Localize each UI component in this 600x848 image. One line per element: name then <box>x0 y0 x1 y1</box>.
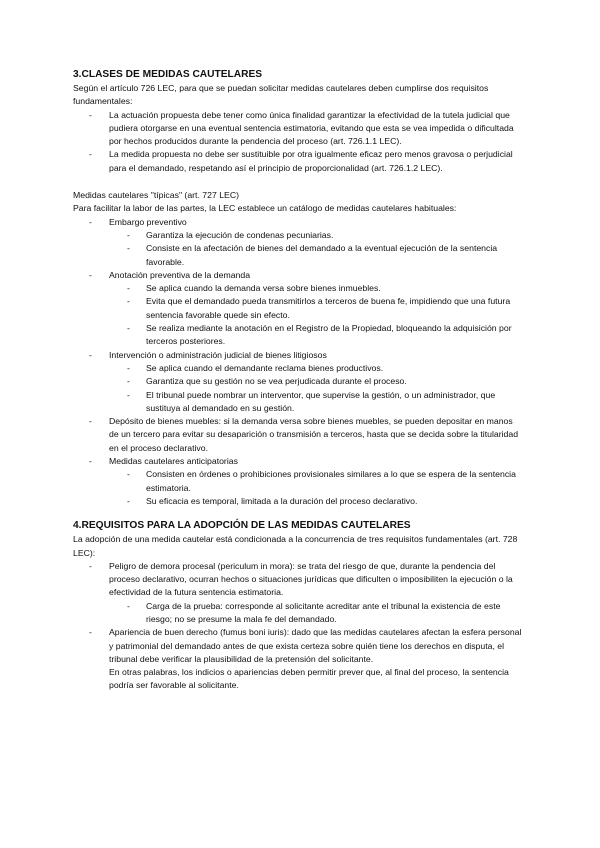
dash-marker: - <box>89 109 92 120</box>
dash-marker: - <box>127 469 130 480</box>
list-item-text: Apariencia de buen derecho (fumus boni iuris): dado que las medidas cautelares afectan la esfera personal y patrimonial del demandado antes de que exista certeza sobre quién tiene los derechos en disputa, el tribunal debe verificar la plausibilidad de la pretensión del solicitante. <box>109 627 522 664</box>
section-3-list <box>73 109 523 175</box>
tipicas-intro: Para facilitar la labor de las partes, la LEC establece un catálogo de medidas cautelares habituales: <box>73 203 457 214</box>
dash-marker: - <box>89 149 92 160</box>
sub-list-item-text: Garantiza la ejecución de condenas pecuniarias. <box>146 229 334 240</box>
list-item <box>73 560 523 600</box>
sub-list-item <box>73 242 523 269</box>
section-4 <box>73 519 523 693</box>
sub-list-item-text: Consiste en la afectación de bienes del demandado a la eventual ejecución de la sentencia favorable. <box>146 243 498 267</box>
list-item-text: La actuación propuesta debe tener como única finalidad garantizar la efectividad de la tutela judicial que pudiera otorgarse en una eventual sentencia estimatoria, evitando que esta se vea impedida o dificultada por hechos producidos durante la pendencia del proceso (art. 726.1.1 LEC). <box>109 109 514 147</box>
list-item-text: Depósito de bienes muebles: si la demanda versa sobre bienes muebles, se pueden depositar en manos de un tercero para evitar su desaparición o transmisión a terceros, hasta que se decida sobre la titularidad en el proceso declarativo. <box>109 416 519 453</box>
sub-list-item <box>73 229 523 242</box>
sub-list-item <box>73 389 523 416</box>
section-4-title: 4.REQUISITOS PARA LA ADOPCIÓN DE LAS MEDIDAS CAUTELARES <box>73 520 411 532</box>
dash-marker: - <box>127 376 130 387</box>
sub-list-item <box>73 495 523 508</box>
list-item-text: Anotación preventiva de la demanda <box>109 269 251 280</box>
list-item <box>73 216 523 229</box>
dash-marker: - <box>89 560 92 571</box>
sub-list-item-text: Se aplica cuando la demanda versa sobre bienes inmuebles. <box>146 283 381 294</box>
list-item-text: Intervención o administración judicial de bienes litigiosos <box>109 349 327 360</box>
sub-list-item-text: Su eficacia es temporal, limitada a la duración del proceso declarativo. <box>146 495 418 506</box>
document-page <box>73 68 523 693</box>
dash-marker: - <box>127 495 130 506</box>
sub-list-item-text: Carga de la prueba: corresponde al solicitante acreditar ante el tribunal la existencia de este riesgo; no se presume la mala fe del demandado. <box>146 600 501 624</box>
dash-marker: - <box>127 389 130 400</box>
list-item-text: En otras palabras, los indicios o apariencias deben permitir prever que, al final del proceso, la sentencia podría ser favorable al solicitante. <box>109 667 509 691</box>
sub-list-item <box>73 468 523 495</box>
dash-marker: - <box>89 269 92 280</box>
dash-marker: - <box>127 600 130 611</box>
list-item-text: Medidas cautelares anticipatorias <box>109 456 238 467</box>
sub-list-item-text: Se realiza mediante la anotación en el Registro de la Propiedad, bloqueando la adquisición por terceros posteriores. <box>146 323 512 347</box>
sub-list-item <box>73 362 523 375</box>
tipicas-heading: Medidas cautelares "típicas" (art. 727 LEC) <box>73 190 239 201</box>
section-4-list <box>73 560 523 693</box>
list-item <box>73 415 523 455</box>
sub-list-item-text: Consisten en órdenes o prohibiciones provisionales similares a lo que se espera de la sentencia estimatoria. <box>146 469 516 493</box>
sub-list-item <box>73 295 523 322</box>
sub-list-item-text: Se aplica cuando el demandante reclama bienes productivos. <box>146 362 384 373</box>
sub-list-item-text: Evita que el demandado pueda transmitirlos a terceros de buena fe, impidiendo que una futura sentencia favorable quede sin efecto. <box>146 296 511 320</box>
list-item-continuation <box>73 666 523 693</box>
list-item-text: La medida propuesta no debe ser sustituible por otra igualmente eficaz pero menos gravosa o perjudicial para el demandado, respetando así el principio de proporcionalidad (art. 726.1.2 LEC). <box>109 149 513 173</box>
dash-marker: - <box>127 229 130 240</box>
list-item <box>73 269 523 282</box>
sub-list-item-text: El tribunal puede nombrar un interventor, que supervise la gestión, o un administrador, que sustituya al demandado en su gestión. <box>146 389 496 413</box>
list-item <box>73 148 523 175</box>
dash-marker: - <box>127 323 130 334</box>
dash-marker: - <box>127 362 130 373</box>
sub-list-item <box>73 600 523 627</box>
sub-list-item <box>73 282 523 295</box>
dash-marker: - <box>89 349 92 360</box>
list-item <box>73 455 523 468</box>
list-item <box>73 626 523 666</box>
list-item-text: Peligro de demora procesal (periculum in mora): se trata del riesgo de que, durante la pendencia del proceso declarativo, ocurran hechos o situaciones jurídicas que dificulten o imposibiliten la ejecución o la efectividad de la futura sentencia estimatoria. <box>109 560 513 598</box>
list-item <box>73 109 523 149</box>
tipicas-list <box>73 216 523 509</box>
sub-list-item-text: Garantiza que su gestión no se vea perjudicada durante el proceso. <box>146 376 407 387</box>
tipicas-section <box>73 189 523 508</box>
dash-marker: - <box>89 456 92 467</box>
section-3-intro: Según el artículo 726 LEC, para que se puedan solicitar medidas cautelares deben cumplirse dos requisitos fundamentales: <box>73 83 489 107</box>
dash-marker: - <box>89 416 92 427</box>
list-item-text: Embargo preventivo <box>109 216 187 227</box>
section-4-intro: La adopción de una medida cautelar está condicionada a la concurrencia de tres requisitos fundamentales (art. 728 LEC): <box>73 534 518 558</box>
dash-marker: - <box>89 627 92 638</box>
dash-marker: - <box>89 216 92 227</box>
sub-list-item <box>73 322 523 349</box>
list-item <box>73 349 523 362</box>
sub-list-item <box>73 375 523 388</box>
dash-marker: - <box>127 283 130 294</box>
dash-marker: - <box>127 243 130 254</box>
dash-marker: - <box>127 296 130 307</box>
section-3-title: 3.CLASES DE MEDIDAS CAUTELARES <box>73 69 263 80</box>
